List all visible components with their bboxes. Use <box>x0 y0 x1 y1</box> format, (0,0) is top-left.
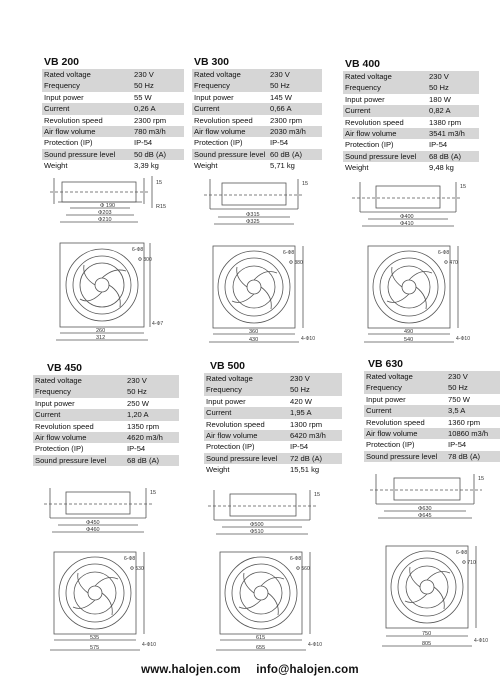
side-view-diagram <box>344 176 474 232</box>
footer <box>0 664 500 676</box>
model-title: VB 400 <box>345 58 381 70</box>
product-vb450 <box>33 362 179 466</box>
dim-label: Φ210 <box>98 217 112 223</box>
spec-row: Current 0,66 A <box>192 103 322 114</box>
dim-label: Φ645 <box>418 513 432 519</box>
spec-row: Input power 750 W <box>366 394 470 404</box>
spec-row: Current 0,82 A <box>343 105 479 116</box>
dim-label: Φ 560 <box>296 566 310 572</box>
spec-table <box>42 69 184 172</box>
dim-label: Φ 300 <box>138 257 152 263</box>
spec-row: Current 1,95 A <box>204 407 342 418</box>
spec-row: Weight 3,39 kg <box>44 161 159 171</box>
model-title: VB 200 <box>44 56 80 68</box>
spec-row: Weight 15,51 kg <box>206 465 320 475</box>
spec-row: Frequency 50 Hz <box>343 82 479 93</box>
spec-row: Revolution speed 1380 rpm <box>345 117 462 127</box>
dim-label: 15 <box>460 184 467 190</box>
spec-row: Air flow volume 780 m3/h <box>42 126 184 137</box>
dim-label: Φ 530 <box>130 566 144 572</box>
dim-label: 6-Φ8 <box>438 250 450 256</box>
product-vb200 <box>42 56 184 172</box>
dim-label: 15 <box>314 492 321 498</box>
spec-row: Sound pressure level 68 dB (A) <box>33 455 179 466</box>
spec-row: Rated voltage 230 V <box>42 69 184 80</box>
spec-row: Protection (IP) IP-54 <box>206 442 309 452</box>
spec-table <box>192 69 322 172</box>
website-link[interactable]: www.halojen.com <box>141 664 241 676</box>
model-title: VB 300 <box>194 56 230 68</box>
dim-label: Φ 190 <box>100 203 116 209</box>
spec-row: Input power 420 W <box>206 396 312 406</box>
dim-label: 4-Φ10 <box>456 336 470 342</box>
spec-row: Protection (IP) IP-54 <box>194 138 289 148</box>
dim-label: Φ460 <box>86 527 100 533</box>
dim-label: 4-Φ10 <box>301 336 315 342</box>
spec-row: Air flow volume 2030 m3/h <box>192 126 322 137</box>
spec-row: Rated voltage 230 V <box>192 69 322 80</box>
dim-label: 260 <box>96 328 106 334</box>
product-vb400 <box>343 58 479 174</box>
dim-label: 6-Φ8 <box>124 556 136 562</box>
dim-label: Φ315 <box>246 212 260 218</box>
spec-row: Input power 180 W <box>345 94 451 104</box>
front-view-diagram <box>205 240 317 348</box>
spec-row: Frequency 50 Hz <box>33 386 179 397</box>
dim-label: 4-Φ10 <box>308 642 322 648</box>
spec-row: Sound pressure level 50 dB (A) <box>42 149 184 160</box>
dim-label: Φ325 <box>246 219 260 225</box>
dim-label: Φ400 <box>400 214 414 220</box>
dim-label: 312 <box>96 335 106 341</box>
spec-row: Rated voltage 230 V <box>33 375 179 386</box>
spec-row: Input power 145 W <box>194 92 292 102</box>
dim-label: 655 <box>256 645 266 651</box>
spec-row: Sound pressure level 68 dB (A) <box>343 151 479 162</box>
spec-row: Rated voltage 230 V <box>343 71 479 82</box>
dim-label: Φ500 <box>250 522 264 528</box>
side-view-diagram <box>362 470 494 526</box>
side-view-diagram <box>196 173 316 229</box>
dim-label: 575 <box>90 645 100 651</box>
spec-row: Frequency 50 Hz <box>42 80 184 91</box>
model-title: VB 630 <box>368 358 404 370</box>
dim-label: 6-Φ8 <box>132 247 144 253</box>
dim-label: 490 <box>404 329 414 335</box>
spec-row: Air flow volume 10860 m3/h <box>364 428 500 439</box>
model-title: VB 500 <box>210 360 246 372</box>
dim-label: 15 <box>156 180 163 186</box>
dim-label: 430 <box>249 337 259 343</box>
front-view-diagram <box>360 240 472 348</box>
dim-label: Φ203 <box>98 210 112 216</box>
dim-label: Φ 710 <box>462 560 476 566</box>
dim-label: 535 <box>90 635 100 641</box>
spec-row: Current 3,5 A <box>364 405 500 416</box>
dim-label: 15 <box>478 476 485 482</box>
product-vb300 <box>192 56 322 172</box>
dim-label: 750 <box>422 631 432 637</box>
dim-label: 6-Φ8 <box>456 550 468 556</box>
spec-row: Sound pressure level 78 dB (A) <box>364 451 500 462</box>
spec-row: Sound pressure level 72 dB (A) <box>204 453 342 464</box>
dim-label: Φ630 <box>418 506 432 512</box>
dim-label: Φ510 <box>250 529 264 535</box>
spec-row: Current 1,20 A <box>33 409 179 420</box>
spec-row: Frequency 50 Hz <box>364 382 500 393</box>
spec-row: Protection (IP) IP-54 <box>44 138 153 148</box>
product-vb630 <box>364 358 500 462</box>
side-view-diagram <box>200 486 330 542</box>
spec-row: Protection (IP) IP-54 <box>345 140 448 150</box>
dim-label: R15 <box>156 204 167 210</box>
front-view-diagram <box>52 237 164 345</box>
spec-row: Input power 55 W <box>44 92 152 102</box>
dim-label: 6-Φ8 <box>283 250 295 256</box>
spec-row: Air flow volume 6420 m3/h <box>204 430 342 441</box>
dim-label: 15 <box>150 490 157 496</box>
spec-row: Rated voltage 230 V <box>364 371 500 382</box>
dim-label: 805 <box>422 641 432 647</box>
dim-label: 540 <box>404 337 414 343</box>
spec-table <box>364 371 500 462</box>
dim-label: 360 <box>249 329 259 335</box>
spec-table <box>343 71 479 174</box>
spec-row: Revolution speed 1300 rpm <box>206 419 323 429</box>
spec-table <box>204 373 342 476</box>
spec-row: Weight 9,48 kg <box>345 163 454 173</box>
spec-row: Frequency 50 Hz <box>192 80 322 91</box>
spec-row: Protection (IP) IP-54 <box>35 444 146 454</box>
dim-label: 4-Φ10 <box>474 638 488 644</box>
dim-label: 4-Φ10 <box>142 642 156 648</box>
dim-label: 4-Φ7 <box>152 321 164 327</box>
spec-row: Air flow volume 3541 m3/h <box>343 128 479 139</box>
spec-row: Revolution speed 2300 rpm <box>194 115 303 125</box>
spec-row: Weight 5,71 kg <box>194 161 295 171</box>
spec-row: Current 0,26 A <box>42 103 184 114</box>
spec-row: Revolution speed 1360 rpm <box>366 417 481 427</box>
front-view-diagram <box>212 546 324 656</box>
front-view-diagram <box>46 546 158 656</box>
dim-label: 615 <box>256 635 266 641</box>
dim-label: Φ 470 <box>444 260 458 266</box>
spec-row: Frequency 50 Hz <box>204 384 342 395</box>
dim-label: Φ 380 <box>289 260 303 266</box>
front-view-diagram <box>378 540 490 652</box>
dim-label: 6-Φ8 <box>290 556 302 562</box>
spec-row: Rated voltage 230 V <box>204 373 342 384</box>
side-view-diagram <box>36 484 166 540</box>
dim-label: Φ410 <box>400 221 414 227</box>
dim-label: Φ450 <box>86 520 100 526</box>
email-link[interactable]: info@halojen.com <box>256 664 359 676</box>
dim-label: 15 <box>302 181 309 187</box>
side-view-diagram <box>40 168 170 226</box>
spec-row: Input power 250 W <box>35 398 149 408</box>
spec-row: Air flow volume 4620 m3/h <box>33 432 179 443</box>
spec-row: Revolution speed 2300 rpm <box>44 115 167 125</box>
spec-table <box>33 375 179 466</box>
product-vb500 <box>204 360 342 476</box>
model-title: VB 450 <box>47 362 83 374</box>
spec-row: Protection (IP) IP-54 <box>366 440 467 450</box>
spec-row: Sound pressure level 60 dB (A) <box>192 149 322 160</box>
spec-row: Revolution speed 1350 rpm <box>35 421 160 431</box>
